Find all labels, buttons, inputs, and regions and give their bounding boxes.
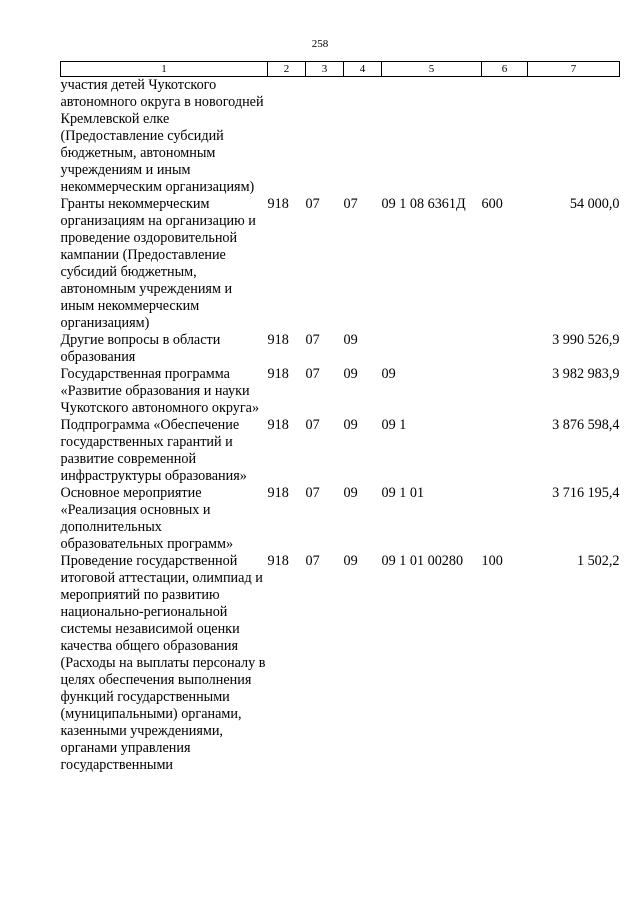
- table-row: [61, 332, 620, 366]
- row-ministry-code: 918: [267, 553, 289, 569]
- row-amount: 3 876 598,4: [552, 417, 620, 433]
- row-section: 07: [305, 485, 320, 501]
- row-target-article: 09 1: [381, 417, 407, 433]
- header-col-7: 7: [528, 62, 620, 77]
- row-subsection: [344, 77, 382, 197]
- row-target-article: 09 1 01: [381, 485, 425, 501]
- row-subsection: 07: [343, 196, 358, 212]
- row-ministry-code: 918: [267, 417, 289, 433]
- row-target-article: [382, 332, 482, 366]
- row-section: 07: [305, 196, 320, 212]
- table-row: [61, 366, 620, 417]
- row-name: Подпрограмма «Обеспечение государственных гарантий и развитие современной инфраструктуры образования»: [60, 417, 247, 484]
- row-name: Другие вопросы в области образования: [60, 332, 221, 365]
- row-subsection: 09: [343, 485, 358, 501]
- row-subsection: 09: [343, 366, 358, 382]
- row-subsection: 09: [343, 417, 358, 433]
- table-row: [61, 553, 620, 774]
- row-amount: 3 990 526,9: [552, 332, 620, 348]
- table-row: [61, 485, 620, 553]
- row-amount: 3 716 195,4: [552, 485, 620, 501]
- table-row: [61, 196, 620, 332]
- row-expense-type: [482, 417, 528, 485]
- header-col-4: 4: [344, 62, 382, 77]
- row-expense-type: [482, 485, 528, 553]
- row-amount: 54 000,0: [569, 196, 620, 212]
- row-target-article: 09: [381, 366, 396, 382]
- row-name: Основное мероприятие «Реализация основных и дополнительных образовательных программ»: [60, 485, 234, 552]
- row-expense-type: 100: [481, 553, 503, 569]
- table-row: [61, 77, 620, 197]
- row-ministry-code: [268, 77, 306, 197]
- page-number: 258: [311, 38, 329, 50]
- column-number-header: [61, 62, 620, 77]
- row-subsection: 09: [343, 332, 358, 348]
- header-col-3: 3: [306, 62, 344, 77]
- row-name: участия детей Чукотского автономного округа в новогодней Кремлевской елке (Предоставление субсидий бюджетным, автономным учреждениям и иным некоммерческим организациям): [60, 77, 264, 195]
- row-name: Государственная программа «Развитие образования и науки Чукотского автономного округа»: [60, 366, 260, 416]
- row-section: 07: [305, 332, 320, 348]
- row-amount: [528, 77, 620, 197]
- row-ministry-code: 918: [267, 332, 289, 348]
- row-section: 07: [305, 553, 320, 569]
- row-section: [306, 77, 344, 197]
- row-expense-type: [482, 366, 528, 417]
- row-target-article: 09 1 01 00280: [381, 553, 464, 569]
- row-ministry-code: 918: [267, 366, 289, 382]
- row-amount: 3 982 983,9: [552, 366, 620, 382]
- row-name: Гранты некоммерческим организациям на организацию и проведение оздоровительной кампании (Предоставление субсидий бюджетным, автономным учреждениям и иным некоммерческим организациям): [60, 196, 256, 331]
- row-section: 07: [305, 417, 320, 433]
- table-row: [61, 417, 620, 485]
- header-col-5: 5: [382, 62, 482, 77]
- row-amount: 1 502,2: [576, 553, 620, 569]
- row-expense-type: 600: [481, 196, 503, 212]
- row-subsection: 09: [343, 553, 358, 569]
- header-col-2: 2: [268, 62, 306, 77]
- row-target-article: [382, 77, 482, 197]
- budget-table: [60, 61, 620, 774]
- row-section: 07: [305, 366, 320, 382]
- header-col-6: 6: [482, 62, 528, 77]
- row-target-article: 09 1 08 6361Д: [381, 196, 466, 212]
- row-ministry-code: 918: [267, 485, 289, 501]
- row-expense-type: [482, 332, 528, 366]
- row-name: Проведение государственной итоговой аттестации, олимпиад и мероприятий по развитию национально-региональной системы независимой оценки качества общего образования (Расходы на выплаты персоналу в целях обеспечения выполнения функций государственными (муниципальными) органами, казенными учреждениями, органами управления государственными: [60, 553, 266, 773]
- row-expense-type: [482, 77, 528, 197]
- header-col-1: 1: [61, 62, 268, 77]
- row-ministry-code: 918: [267, 196, 289, 212]
